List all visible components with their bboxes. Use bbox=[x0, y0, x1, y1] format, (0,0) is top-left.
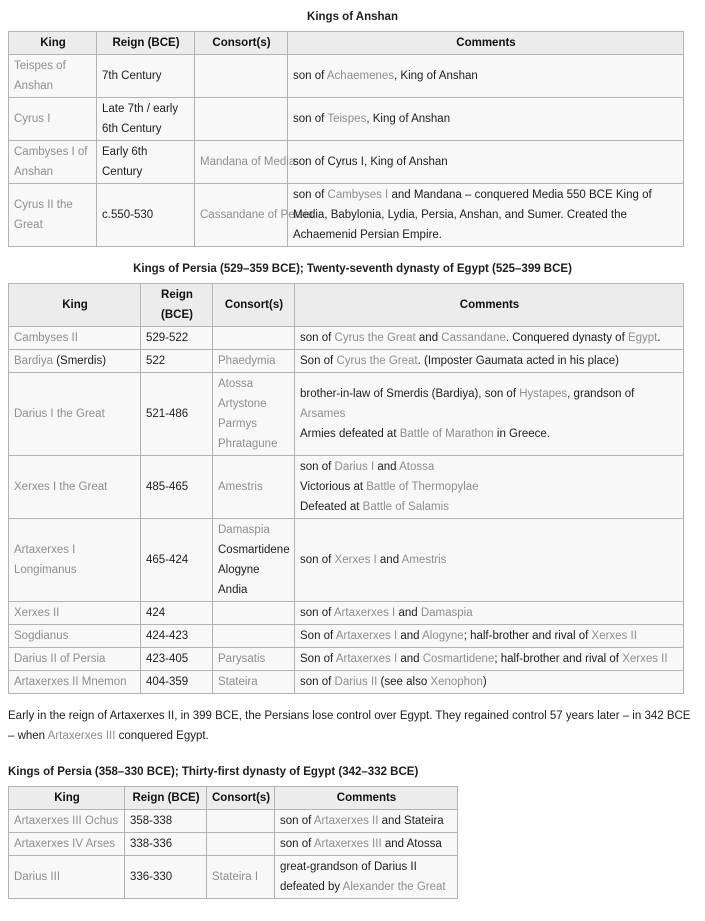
reign-cell: 423-405 bbox=[141, 648, 213, 671]
wiki-link[interactable]: Artaxerxes IV Arses bbox=[14, 838, 115, 850]
text-run: Son of bbox=[300, 355, 337, 367]
wiki-link[interactable]: Sogdianus bbox=[14, 630, 69, 642]
cell-line bbox=[200, 152, 296, 172]
king-cell bbox=[9, 350, 141, 373]
reign-cell: 404-359 bbox=[141, 671, 213, 694]
reign-cell: c.550-530 bbox=[97, 184, 195, 247]
table-title-kings-of-anshan: Kings of Anshan bbox=[307, 11, 398, 23]
cell-line bbox=[300, 550, 679, 570]
column-header: Comments bbox=[275, 787, 458, 810]
text-run: ; half-brother and rival of bbox=[494, 653, 623, 665]
comments-cell bbox=[295, 373, 684, 456]
wiki-link[interactable]: Darius III bbox=[14, 871, 61, 883]
table-row bbox=[9, 856, 458, 899]
wiki-link[interactable]: Artaxerxes I bbox=[335, 630, 398, 642]
cell-line bbox=[200, 205, 314, 225]
text-run: son of bbox=[300, 461, 335, 473]
comments-cell bbox=[275, 833, 458, 856]
wiki-link[interactable]: Parysatis bbox=[218, 653, 266, 665]
wiki-link[interactable]: Atossa bbox=[399, 461, 435, 473]
kings-of-anshan-table bbox=[8, 31, 684, 247]
table-row bbox=[9, 833, 458, 856]
wiki-link[interactable]: Teispes bbox=[327, 113, 367, 125]
text-run: son of bbox=[293, 113, 328, 125]
wiki-link[interactable]: Darius I the Great bbox=[14, 408, 105, 420]
text-run: , King of Anshan bbox=[394, 70, 478, 82]
comments-cell bbox=[295, 625, 684, 648]
text-run: ) bbox=[482, 676, 487, 688]
king-cell bbox=[9, 856, 125, 899]
king-cell bbox=[9, 184, 97, 247]
king-cell bbox=[9, 833, 125, 856]
text-run: great-grandson of Darius II bbox=[280, 861, 417, 873]
wiki-link[interactable]: Bardiya bbox=[14, 355, 53, 367]
wiki-link[interactable]: Cyrus the Great bbox=[336, 355, 418, 367]
wiki-link[interactable]: Xenophon bbox=[430, 676, 483, 688]
consorts-cell bbox=[213, 648, 295, 671]
text-run: Andia bbox=[218, 584, 248, 596]
text-run: son of bbox=[300, 607, 334, 619]
wiki-link[interactable]: Artaxerxes I Longimanus bbox=[14, 544, 77, 576]
reign-cell: 529-522 bbox=[141, 327, 213, 350]
wiki-link[interactable]: Phaedymia bbox=[218, 355, 276, 367]
column-header: King bbox=[9, 32, 97, 55]
table-title-kings-of-persia-27th-dynasty: Kings of Persia (529–359 BCE); Twenty-seventh dynasty of Egypt (525–399 BCE) bbox=[133, 263, 572, 275]
header-row bbox=[9, 787, 458, 810]
text-run: . Conquered dynasty of bbox=[505, 332, 628, 344]
table-row bbox=[9, 519, 684, 602]
wiki-link[interactable]: Xerxes I the Great bbox=[14, 481, 108, 493]
text-run: Alogyne bbox=[218, 564, 260, 576]
wiki-link[interactable]: Stateira bbox=[218, 676, 258, 688]
wiki-link[interactable]: Artaxerxes I bbox=[335, 653, 398, 665]
wiki-link[interactable]: Cassandane bbox=[441, 332, 506, 344]
consorts-cell bbox=[213, 671, 295, 694]
wiki-link[interactable]: Cyrus I bbox=[14, 113, 51, 125]
king-cell bbox=[9, 55, 97, 98]
wiki-link[interactable]: Damaspia bbox=[420, 607, 473, 619]
comments-cell bbox=[275, 856, 458, 899]
reign-cell: 485-465 bbox=[141, 456, 213, 519]
reign-cell: 358-338 bbox=[125, 810, 207, 833]
cell-line bbox=[300, 497, 679, 517]
cell-line bbox=[218, 374, 290, 394]
cell-line bbox=[293, 185, 679, 245]
wiki-link[interactable]: Phratagune bbox=[218, 438, 278, 450]
cell-line bbox=[218, 672, 290, 692]
table-row bbox=[9, 327, 684, 350]
wiki-link[interactable]: Artaxerxes III bbox=[47, 730, 116, 742]
cell-line bbox=[300, 603, 679, 623]
wiki-link[interactable]: Amestris bbox=[401, 554, 447, 566]
wiki-link[interactable]: Cassandane of Persia bbox=[200, 209, 314, 221]
cell-line bbox=[280, 857, 453, 877]
cell-line bbox=[300, 328, 679, 348]
consorts-cell bbox=[195, 98, 288, 141]
text-run: Son of bbox=[300, 653, 336, 665]
wiki-link[interactable]: Parmys bbox=[218, 418, 257, 430]
table-row bbox=[9, 373, 684, 456]
table-row bbox=[9, 141, 684, 184]
wiki-link[interactable]: Darius II of Persia bbox=[14, 653, 106, 665]
reign-cell: 521-486 bbox=[141, 373, 213, 456]
wiki-link[interactable]: Cosmartidene bbox=[422, 653, 495, 665]
text-run: and Atossa bbox=[381, 838, 442, 850]
text-run: Son of bbox=[300, 630, 336, 642]
cell-line bbox=[300, 672, 679, 692]
wiki-link[interactable]: Atossa bbox=[218, 378, 254, 390]
king-cell bbox=[9, 373, 141, 456]
text-run: and Mandana – conquered Media 550 BCE King of Media, Babylonia, Lydia, Persia, Anshan, and Sumer. Created the Achaemenid Persian Empire. bbox=[293, 189, 652, 241]
consorts-cell bbox=[213, 625, 295, 648]
header-row bbox=[9, 284, 684, 327]
wiki-link[interactable]: Cambyses II bbox=[14, 332, 78, 344]
wiki-link[interactable]: Alogyne bbox=[422, 630, 464, 642]
column-header: Consort(s) bbox=[213, 284, 295, 327]
wiki-link[interactable]: Xerxes II bbox=[622, 653, 668, 665]
column-header: Reign (BCE) bbox=[125, 787, 207, 810]
cell-line bbox=[280, 834, 453, 854]
comments-cell bbox=[295, 456, 684, 519]
wiki-link[interactable]: Cyrus II the Great bbox=[14, 199, 73, 231]
text-run: and bbox=[376, 554, 402, 566]
wiki-link[interactable]: Artaxerxes III Ochus bbox=[14, 815, 119, 827]
text-run: . (Imposter Gaumata acted in his place) bbox=[417, 355, 619, 367]
wiki-link[interactable]: Xerxes II bbox=[591, 630, 637, 642]
cell-line bbox=[218, 580, 290, 600]
cell-line bbox=[212, 867, 270, 887]
reign-cell: 7th Century bbox=[97, 55, 195, 98]
reign-cell: 465-424 bbox=[141, 519, 213, 602]
text-run: brother-in-law of Smerdis (Bardiya), son of bbox=[300, 388, 520, 400]
wiki-link[interactable]: Cambyses I of Anshan bbox=[14, 146, 88, 178]
comments-cell bbox=[288, 98, 684, 141]
wiki-link[interactable]: Egypt bbox=[627, 332, 658, 344]
text-run: Cosmartidene bbox=[218, 544, 290, 556]
king-cell bbox=[9, 141, 97, 184]
wiki-link[interactable]: Artaxerxes II Mnemon bbox=[14, 676, 127, 688]
reign-cell: Early 6th Century bbox=[97, 141, 195, 184]
text-run: son of bbox=[293, 189, 328, 201]
wiki-link[interactable]: Xerxes II bbox=[14, 607, 60, 619]
comments-cell bbox=[295, 519, 684, 602]
text-run: (Smerdis) bbox=[53, 355, 107, 367]
text-run: son of bbox=[293, 70, 327, 82]
text-run: in Greece. bbox=[493, 428, 550, 440]
text-run: . bbox=[657, 332, 661, 344]
wiki-link[interactable]: Battle of Marathon bbox=[399, 428, 494, 440]
wiki-link[interactable]: Cambyses I bbox=[327, 189, 389, 201]
king-cell bbox=[9, 648, 141, 671]
cell-line bbox=[218, 560, 290, 580]
cell-line bbox=[300, 424, 679, 444]
wiki-link[interactable]: Battle of Salamis bbox=[362, 501, 449, 513]
cell-line bbox=[218, 351, 290, 371]
wiki-link[interactable]: Amestris bbox=[218, 481, 263, 493]
consorts-cell bbox=[213, 350, 295, 373]
column-header: Reign (BCE) bbox=[141, 284, 213, 327]
cell-line bbox=[218, 394, 290, 414]
text-run: and bbox=[395, 607, 421, 619]
king-cell bbox=[9, 602, 141, 625]
cell-line bbox=[300, 351, 679, 371]
column-header: King bbox=[9, 787, 125, 810]
cell-line bbox=[300, 626, 679, 646]
king-cell bbox=[9, 519, 141, 602]
wiki-link[interactable]: Damaspia bbox=[218, 524, 270, 536]
wiki-link[interactable]: Mandana of Media bbox=[200, 156, 296, 168]
consorts-cell bbox=[207, 856, 275, 899]
text-run: Defeated at bbox=[300, 501, 363, 513]
text-run: son of bbox=[280, 815, 314, 827]
wiki-link[interactable]: Arsames bbox=[300, 408, 346, 420]
header-row bbox=[9, 32, 684, 55]
comments-cell bbox=[295, 671, 684, 694]
wiki-link[interactable]: Darius I bbox=[334, 461, 375, 473]
cell-line bbox=[293, 109, 679, 129]
text-run: son of bbox=[280, 838, 314, 850]
cell-line bbox=[218, 649, 290, 669]
cell-line bbox=[280, 811, 453, 831]
king-cell bbox=[9, 671, 141, 694]
table-title-kings-of-persia-31st-dynasty: Kings of Persia (358–330 BCE); Thirty-first dynasty of Egypt (342–332 BCE) bbox=[8, 766, 419, 778]
table-row bbox=[9, 648, 684, 671]
wiki-link[interactable]: Artystone bbox=[218, 398, 267, 410]
table-row bbox=[9, 456, 684, 519]
text-run: , King of Anshan bbox=[366, 113, 451, 125]
wiki-link[interactable]: Darius II bbox=[334, 676, 378, 688]
text-run: and bbox=[415, 332, 442, 344]
comments-cell bbox=[295, 327, 684, 350]
cell-line bbox=[218, 540, 290, 560]
text-run: son of Cyrus I, King of Anshan bbox=[293, 156, 448, 168]
text-run: and bbox=[397, 630, 423, 642]
comments-cell bbox=[295, 350, 684, 373]
king-cell bbox=[9, 625, 141, 648]
comments-cell bbox=[288, 55, 684, 98]
wiki-link[interactable]: Teispes of Anshan bbox=[14, 60, 66, 92]
reign-cell: 424 bbox=[141, 602, 213, 625]
table-row bbox=[9, 625, 684, 648]
reign-cell: 336-330 bbox=[125, 856, 207, 899]
comments-cell bbox=[288, 141, 684, 184]
text-run: son of bbox=[300, 332, 335, 344]
column-header: King bbox=[9, 284, 141, 327]
wiki-link[interactable]: Xerxes I bbox=[334, 554, 377, 566]
wiki-link[interactable]: Hystapes bbox=[519, 388, 568, 400]
text-run: and bbox=[374, 461, 400, 473]
text-run: ; half-brother and rival of bbox=[463, 630, 592, 642]
wiki-link[interactable]: Artaxerxes I bbox=[333, 607, 396, 619]
cell-line bbox=[218, 520, 290, 540]
table-row bbox=[9, 98, 684, 141]
consorts-cell bbox=[213, 456, 295, 519]
comments-cell bbox=[295, 602, 684, 625]
consorts-cell bbox=[213, 327, 295, 350]
consorts-cell bbox=[195, 55, 288, 98]
cell-line bbox=[218, 414, 290, 434]
consorts-cell bbox=[213, 602, 295, 625]
text-run: Victorious at bbox=[300, 481, 367, 493]
cell-line bbox=[300, 457, 679, 477]
comments-cell bbox=[275, 810, 458, 833]
text-run: conquered Egypt. bbox=[115, 730, 209, 742]
text-run: (see also bbox=[377, 676, 431, 688]
wiki-link[interactable]: Artaxerxes III bbox=[313, 838, 382, 850]
text-run: son of bbox=[300, 554, 335, 566]
comments-cell bbox=[295, 648, 684, 671]
table-row bbox=[9, 671, 684, 694]
text-run: , grandson of bbox=[567, 388, 635, 400]
wiki-link[interactable]: Cyrus the Great bbox=[334, 332, 416, 344]
reign-cell: 424-423 bbox=[141, 625, 213, 648]
king-cell bbox=[9, 810, 125, 833]
consorts-cell bbox=[195, 141, 296, 184]
text-run: Early in the reign of Artaxerxes II, in 399 BCE, the Persians lose control over Egypt. They regained control 57 years later – in 342 BCE – when bbox=[8, 710, 691, 742]
wiki-link[interactable]: Battle of Thermopylae bbox=[366, 481, 479, 493]
kings-of-persia-31st-dynasty-table bbox=[8, 786, 458, 899]
consorts-cell bbox=[207, 810, 275, 833]
column-header: Comments bbox=[295, 284, 684, 327]
wiki-link[interactable]: Achaemenes bbox=[326, 70, 395, 82]
cell-line bbox=[300, 477, 679, 497]
cell-line bbox=[293, 152, 679, 172]
column-header: Consort(s) bbox=[207, 787, 275, 810]
reign-cell: 338-336 bbox=[125, 833, 207, 856]
cell-line bbox=[218, 434, 290, 454]
king-cell bbox=[9, 98, 97, 141]
consorts-cell bbox=[213, 373, 295, 456]
wiki-link[interactable]: Artaxerxes II bbox=[313, 815, 379, 827]
egypt-control-note bbox=[8, 706, 697, 746]
column-header: Comments bbox=[288, 32, 684, 55]
table-row bbox=[9, 184, 684, 247]
text-run: Armies defeated at bbox=[300, 428, 400, 440]
column-header: Reign (BCE) bbox=[97, 32, 195, 55]
kings-of-persia-27th-dynasty-table bbox=[8, 283, 684, 694]
table-row bbox=[9, 55, 684, 98]
text-run: defeated by bbox=[280, 881, 343, 893]
cell-line bbox=[293, 66, 679, 86]
consorts-cell bbox=[207, 833, 275, 856]
cell-line bbox=[218, 477, 290, 497]
text-run: son of bbox=[300, 676, 335, 688]
table-row bbox=[9, 602, 684, 625]
text-run: and Stateira bbox=[378, 815, 444, 827]
text-run: and bbox=[397, 653, 423, 665]
cell-line bbox=[280, 877, 453, 897]
table-row bbox=[9, 810, 458, 833]
cell-line bbox=[300, 384, 679, 424]
table-row bbox=[9, 350, 684, 373]
cell-line bbox=[300, 649, 679, 669]
king-cell bbox=[9, 327, 141, 350]
wiki-link[interactable]: Alexander the Great bbox=[342, 881, 446, 893]
reign-cell: Late 7th / early 6th Century bbox=[97, 98, 195, 141]
comments-cell bbox=[288, 184, 684, 247]
wiki-link[interactable]: Stateira I bbox=[212, 871, 259, 883]
king-cell bbox=[9, 456, 141, 519]
consorts-cell bbox=[213, 519, 295, 602]
reign-cell: 522 bbox=[141, 350, 213, 373]
column-header: Consort(s) bbox=[195, 32, 288, 55]
